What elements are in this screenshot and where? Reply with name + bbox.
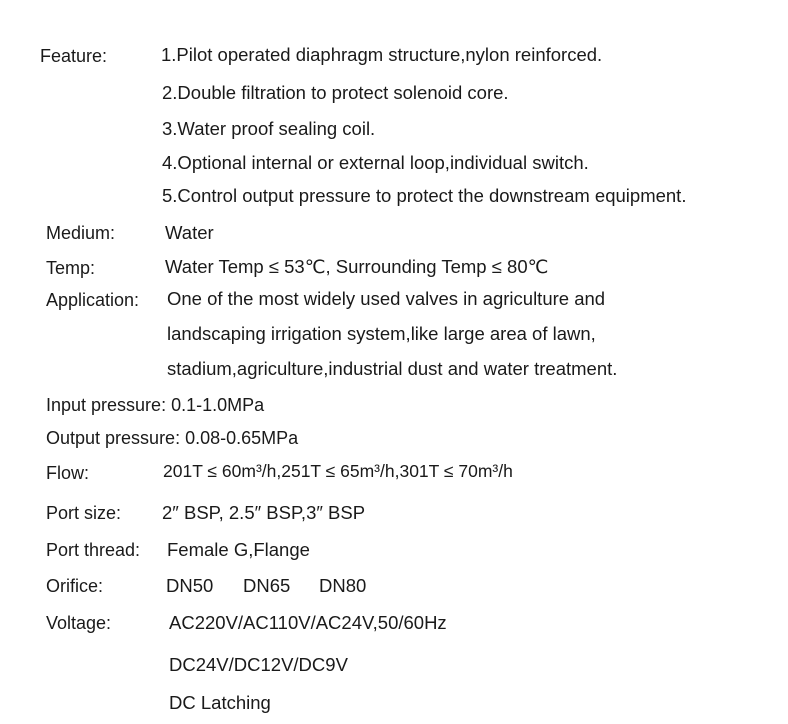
- application-line-1: One of the most widely used valves in agriculture and: [167, 288, 606, 309]
- medium-label: Medium:: [46, 223, 116, 243]
- orifice-value-1: DN50: [166, 575, 214, 596]
- voltage-line-2: DC24V/DC12V/DC9V: [169, 654, 348, 675]
- application-line-2: landscaping irrigation system,like large area of lawn,: [167, 323, 596, 344]
- temp-value: Water Temp ≤ 53℃, Surrounding Temp ≤ 80℃: [165, 256, 549, 277]
- output-pressure: Output pressure: 0.08-0.65MPa: [46, 428, 299, 448]
- medium-value: Water: [165, 222, 214, 243]
- application-line-3: stadium,agriculture,industrial dust and water treatment.: [167, 358, 618, 379]
- voltage-line-3: DC Latching: [169, 692, 271, 713]
- orifice-value-2: DN65: [243, 575, 291, 596]
- voltage-line-1: AC220V/AC110V/AC24V,50/60Hz: [169, 612, 447, 633]
- port-size-value: 2″ BSP, 2.5″ BSP,3″ BSP: [162, 502, 366, 523]
- orifice-value-3: DN80: [319, 575, 367, 596]
- flow-value: 201T ≤ 60m³/h,251T ≤ 65m³/h,301T ≤ 70m³/h: [163, 461, 513, 481]
- voltage-label: Voltage:: [46, 613, 112, 633]
- application-label: Application:: [46, 290, 140, 310]
- port-thread-value: Female G,Flange: [167, 539, 310, 560]
- feature-label: Feature:: [40, 46, 108, 66]
- feature-item-4: 4.Optional internal or external loop,individual switch.: [162, 152, 589, 173]
- input-pressure: Input pressure: 0.1-1.0MPa: [46, 395, 265, 415]
- feature-item-2: 2.Double filtration to protect solenoid core.: [162, 82, 509, 103]
- temp-label: Temp:: [46, 258, 96, 278]
- port-size-label: Port size:: [46, 503, 122, 523]
- feature-item-3: 3.Water proof sealing coil.: [162, 118, 376, 139]
- port-thread-label: Port thread:: [46, 540, 141, 560]
- orifice-label: Orifice:: [46, 576, 104, 596]
- feature-item-1: 1.Pilot operated diaphragm structure,nylon reinforced.: [161, 44, 603, 65]
- flow-label: Flow:: [46, 463, 90, 483]
- feature-item-5: 5.Control output pressure to protect the downstream equipment.: [162, 185, 687, 206]
